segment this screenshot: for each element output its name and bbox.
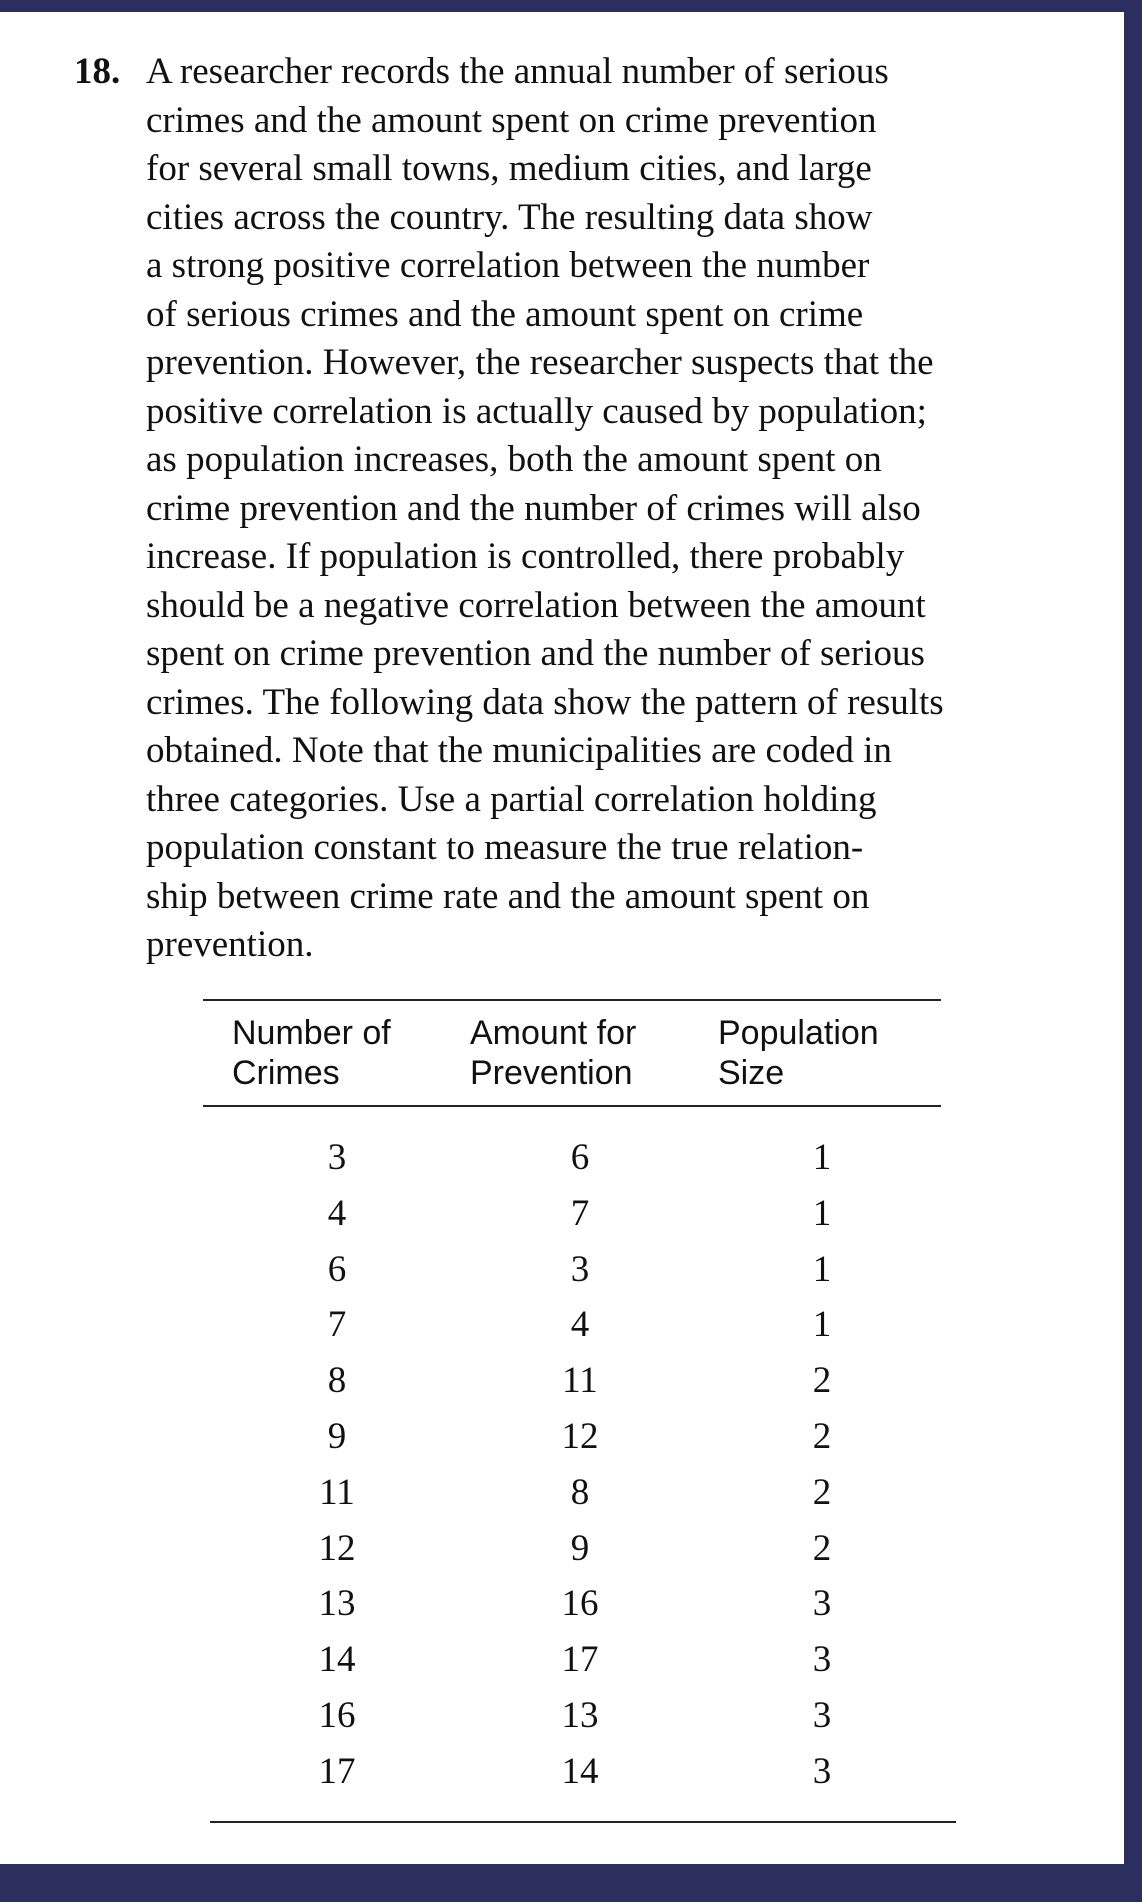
cell-population: 1: [812, 1248, 832, 1290]
cell-prevention: 16: [561, 1583, 599, 1625]
problem-line: crimes and the amount spent on crime prevention: [146, 99, 877, 141]
column-header-population: [718, 1013, 879, 1093]
cell-population: 2: [812, 1471, 832, 1513]
column-header-line: Crimes: [232, 1054, 340, 1092]
problem-line: spent on crime prevention and the number of serious: [146, 633, 925, 674]
table-row: [0, 1297, 1124, 1353]
problem-line: for several small towns, medium cities, and large: [146, 148, 872, 189]
cell-prevention: 6: [570, 1137, 590, 1178]
cell-crimes: 16: [318, 1694, 356, 1736]
cell-population: 1: [812, 1137, 832, 1178]
cell-crimes: 14: [318, 1639, 356, 1681]
cell-crimes: 8: [327, 1360, 347, 1402]
cell-population: 3: [812, 1694, 832, 1736]
table-row: [0, 1688, 1124, 1744]
cell-crimes: 12: [318, 1527, 356, 1569]
cell-population: 2: [812, 1360, 832, 1402]
table-row: [0, 1744, 1124, 1800]
cell-crimes: 9: [327, 1415, 347, 1457]
problem-line: as population increases, both the amount spent on: [146, 439, 882, 480]
cell-prevention: 11: [562, 1360, 598, 1402]
table-row: [0, 1576, 1124, 1632]
problem-line: A researcher records the annual number of serious: [146, 51, 889, 92]
column-header-line: Population: [718, 1014, 879, 1052]
table-row: [0, 1353, 1124, 1409]
table-row: [0, 1409, 1124, 1465]
table-header-rule: [203, 1105, 941, 1107]
data-table: [0, 1130, 1124, 1800]
cell-crimes: 6: [327, 1248, 347, 1290]
cell-crimes: 13: [318, 1583, 356, 1625]
cell-population: 2: [812, 1415, 832, 1457]
problem-number: 18.: [74, 51, 121, 92]
cell-prevention: 3: [570, 1248, 590, 1290]
problem-line: cities across the country. The resulting data show: [146, 196, 873, 238]
column-header-prevention: [470, 1013, 636, 1093]
problem-line: increase. If population is controlled, there probably: [146, 536, 905, 577]
cell-crimes: 7: [327, 1304, 347, 1346]
column-header-line: Prevention: [470, 1054, 633, 1092]
problem-line: ship between crime rate and the amount spent on: [146, 875, 870, 917]
problem-line: crimes. The following data show the pattern of results: [146, 681, 944, 723]
column-header-line: Number of: [232, 1014, 391, 1052]
cell-population: 1: [812, 1192, 832, 1234]
problem-line: prevention.: [146, 924, 314, 965]
cell-prevention: 17: [561, 1639, 599, 1681]
table-row: [0, 1632, 1124, 1688]
problem-line: crime prevention and the number of crimes will also: [146, 487, 921, 529]
table-bottom-rule: [210, 1821, 956, 1823]
table-row: [0, 1242, 1124, 1298]
problem-text: [146, 48, 1086, 970]
problem-line: three categories. Use a partial correlation holding: [146, 778, 877, 820]
table-row: [0, 1521, 1124, 1577]
cell-crimes: 3: [327, 1137, 347, 1178]
problem-line: obtained. Note that the municipalities are coded in: [146, 730, 892, 771]
cell-prevention: 7: [570, 1192, 590, 1234]
table-row: [0, 1465, 1124, 1521]
problem-line: should be a negative correlation between the amount: [146, 584, 926, 626]
problem-line: of serious crimes and the amount spent on crime: [146, 293, 864, 335]
problem-line: population constant to measure the true relation-: [146, 827, 864, 868]
cell-population: 3: [812, 1750, 832, 1792]
cell-prevention: 9: [570, 1527, 590, 1569]
cell-population: 1: [812, 1304, 832, 1346]
cell-prevention: 13: [561, 1694, 599, 1736]
problem-line: prevention. However, the researcher suspects that the: [146, 342, 934, 383]
problem-line: positive correlation is actually caused by population;: [146, 390, 927, 432]
column-header-crimes: [232, 1013, 391, 1093]
cell-prevention: 4: [570, 1304, 590, 1346]
cell-crimes: 11: [319, 1471, 355, 1513]
cell-population: 2: [812, 1527, 832, 1569]
cell-population: 3: [812, 1583, 832, 1625]
textbook-page: [0, 12, 1124, 1864]
column-header-line: Amount for: [470, 1014, 637, 1052]
cell-prevention: 12: [561, 1415, 599, 1457]
problem-line: a strong positive correlation between the number: [146, 245, 870, 286]
cell-population: 3: [812, 1639, 832, 1681]
column-header-line: Size: [718, 1054, 785, 1092]
table-top-rule: [203, 999, 941, 1001]
table-row: [0, 1186, 1124, 1242]
table-row: [0, 1130, 1124, 1186]
cell-crimes: 17: [318, 1750, 356, 1792]
cell-crimes: 4: [327, 1192, 347, 1234]
cell-prevention: 8: [570, 1471, 590, 1513]
cell-prevention: 14: [561, 1750, 599, 1792]
